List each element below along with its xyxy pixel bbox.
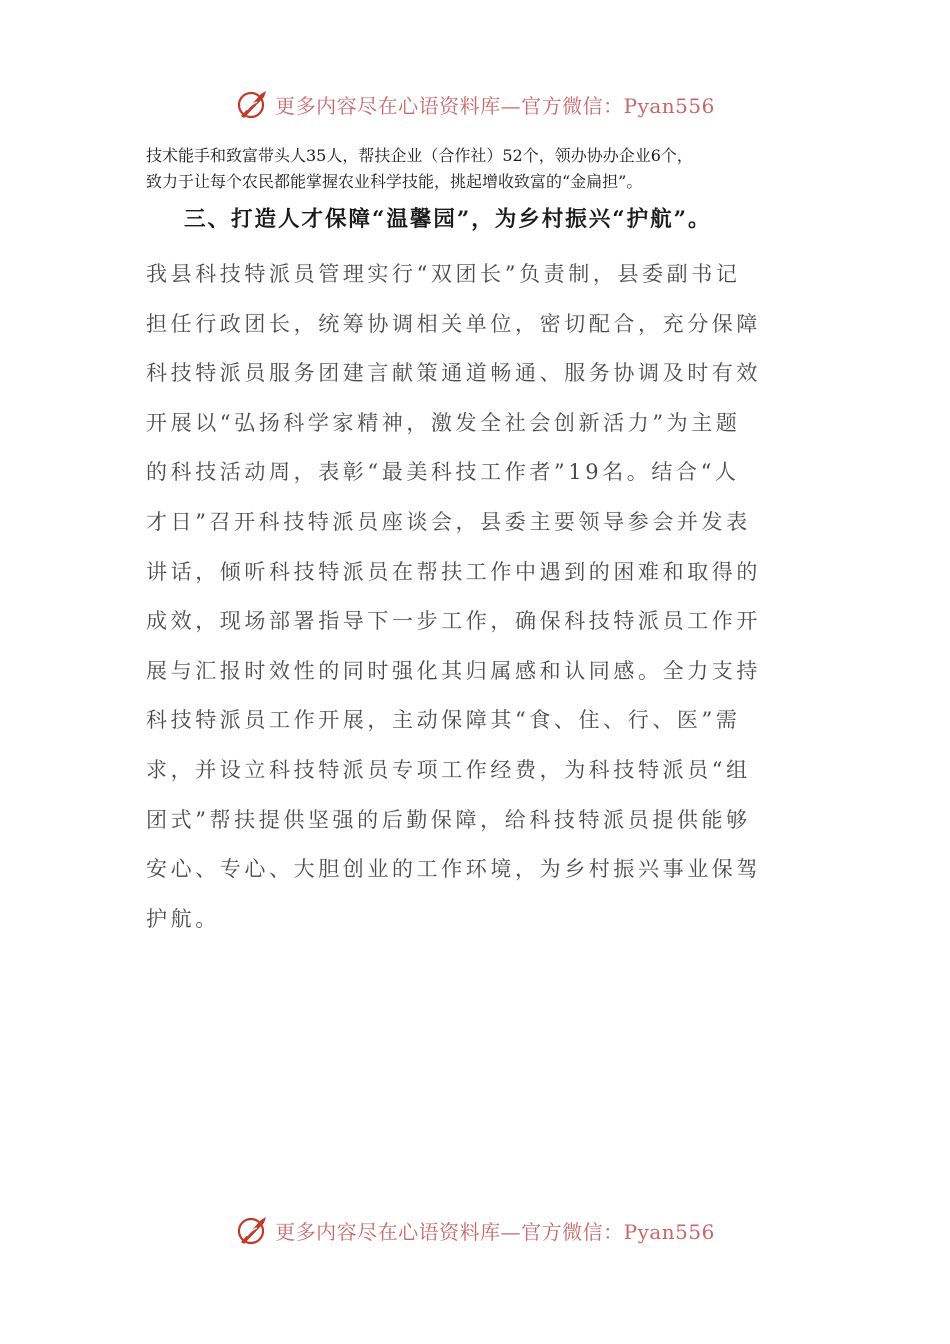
body-line: 成效，现场部署指导下一步工作，确保科技特派员工作开 — [146, 609, 761, 634]
body-line: 科技特派员工作开展，主动保障其“食、住、行、医”需 — [146, 708, 741, 733]
body-line: 讲话，倾听科技特派员在帮扶工作中遇到的困难和取得的 — [146, 559, 761, 584]
body-line: 我县科技特派员管理实行“双团长”负责制，县委副书记 — [146, 262, 741, 286]
body-line: 护航。 — [146, 906, 220, 931]
banner-text: 更多内容尽在心语资料库—官方微信：Pyan556 — [275, 93, 715, 118]
body-line: 安心、专心、大胆创业的工作环境，为乡村振兴事业保驾 — [146, 857, 761, 882]
footer-banner — [0, 1210, 950, 1250]
body-line: 科技特派员服务团建言献策通道畅通、服务协调及时有效 — [146, 361, 761, 386]
body-line: 开展以“弘扬科学家精神，激发全社会创新活力”为主题 — [146, 410, 741, 435]
body-paragraph — [146, 250, 826, 944]
header-banner — [0, 84, 950, 124]
intro-paragraph — [146, 143, 816, 195]
section-heading: 三、打造人才保障“温馨园”，为乡村振兴“护航”。 — [184, 207, 712, 232]
banner-text: 更多内容尽在心语资料库—官方微信：Pyan556 — [275, 1219, 715, 1244]
body-line: 求，并设立科技特派员专项工作经费，为科技特派员“组 — [146, 757, 751, 782]
body-line: 担任行政团长，统筹协调相关单位，密切配合，充分保障 — [146, 311, 761, 336]
intro-line: 致力于让每个农民都能掌握农业科学技能，挑起增收致富的“金扁担”。 — [146, 172, 643, 191]
pen-logo-icon — [235, 86, 271, 122]
body-line: 才日”召开科技特派员座谈会，县委主要领导参会并发表 — [146, 509, 751, 534]
body-line: 的科技活动周，表彰“最美科技工作者”19名。结合“人 — [146, 460, 740, 485]
pen-logo-icon — [235, 1212, 271, 1248]
intro-line: 技术能手和致富带头人35人，帮扶企业（合作社）52个，领办协办企业6个， — [146, 146, 693, 165]
body-line: 团式”帮扶提供坚强的后勤保障，给科技特派员提供能够 — [146, 807, 751, 832]
body-line: 展与汇报时效性的同时强化其归属感和认同感。全力支持 — [146, 658, 761, 683]
